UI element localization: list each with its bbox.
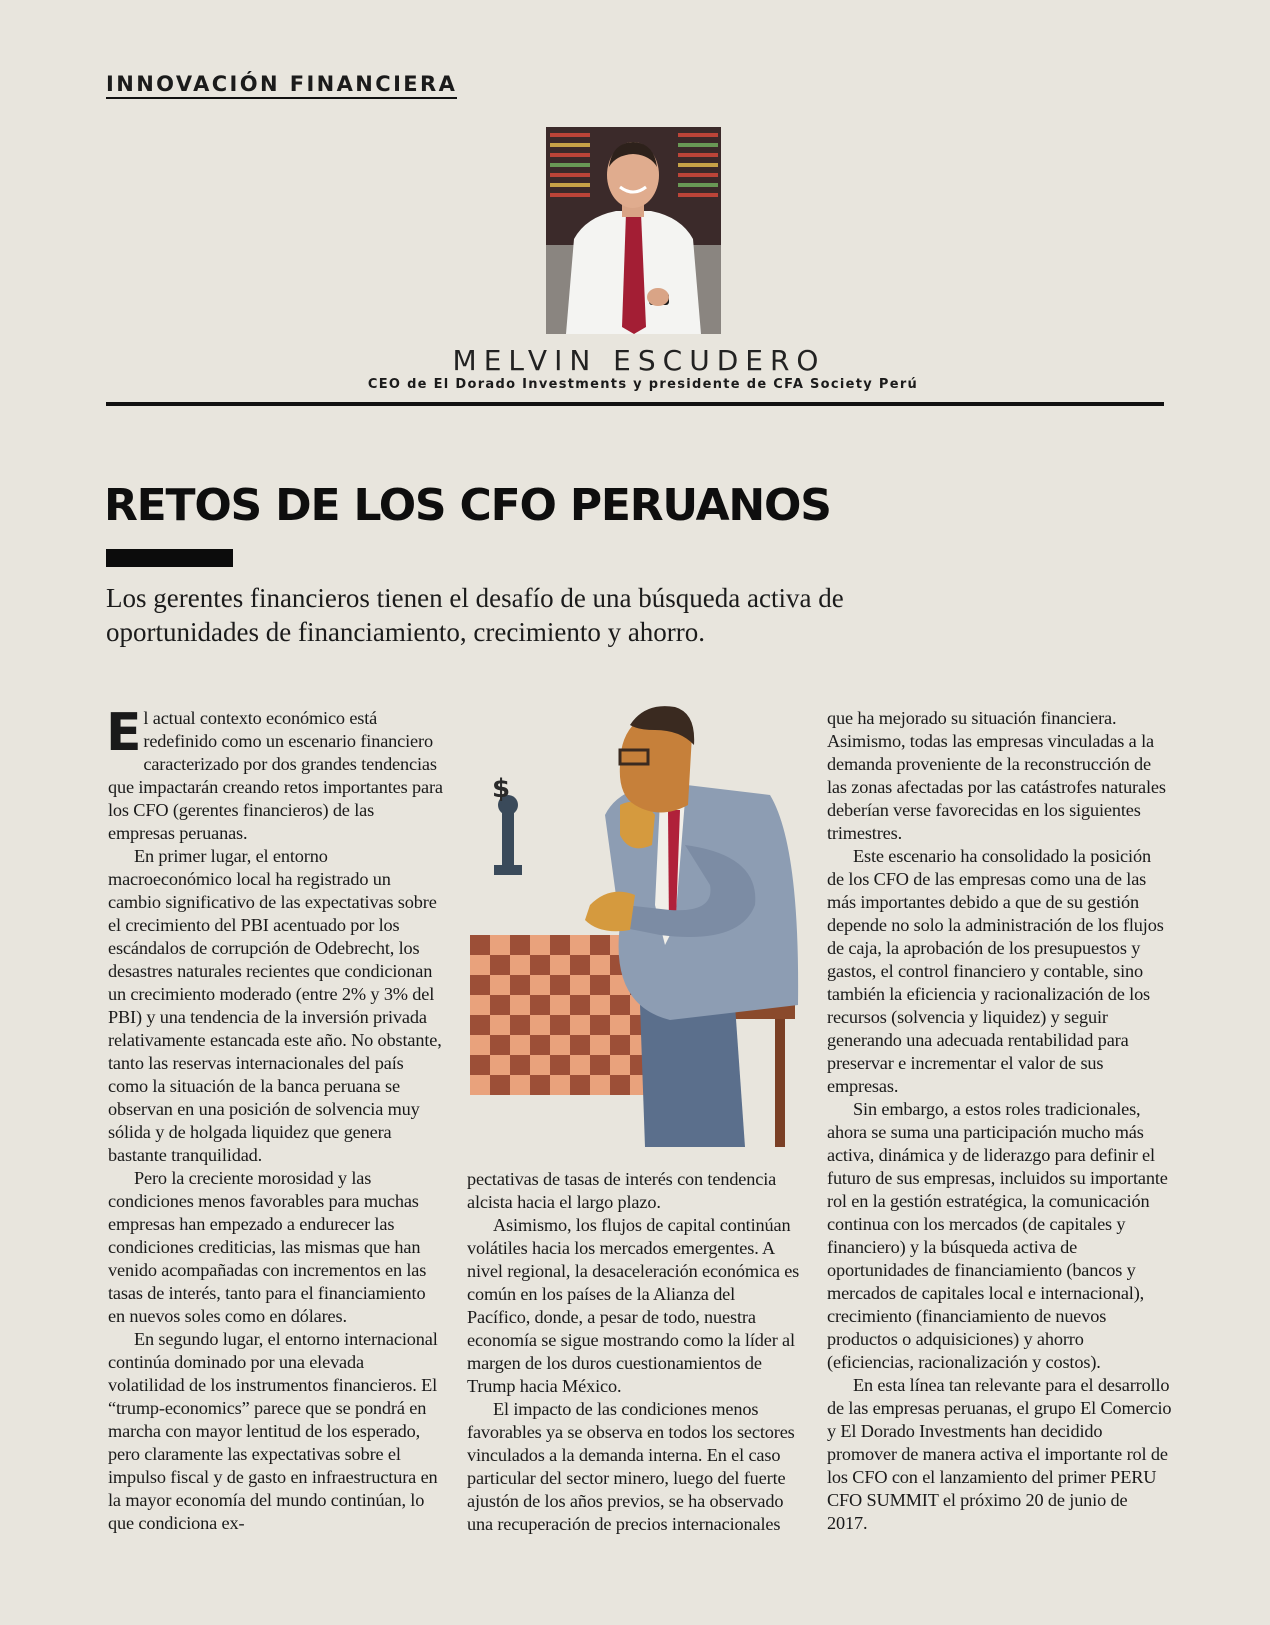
headline-accent-bar [106, 549, 233, 567]
paragraph: En segundo lugar, el entorno internacional continúa dominado por una elevada volatilidad de los instrumentos financieros. El “trump-economics” parece que se pondrá en marcha con mayor lentitud de los esperado, pero claramente las expectativas sobre el impulso fiscal y de gasto en infraestructura en la mayor economía del mundo continúan, lo que condiciona ex- [108, 1329, 438, 1533]
article-column-3 [827, 707, 1172, 1535]
paragraph: El actual contexto económico está redefinido como un escenario financiero caracterizado por dos grandes tendencias que impactarán creando retos importantes para los CFO (gerentes financieros) de las empresas peruanas. [106, 703, 443, 843]
paragraph: El impacto de las condiciones menos favorables ya se observa en todos los sectores vinculados a la demanda interna. En el caso particular del sector minero, luego del fuerte ajustón de los años previos, se ha observado una recuperación de precios internacionales [467, 1399, 795, 1534]
article-headline: RETOS DE LOS CFO PERUANOS [104, 480, 831, 531]
article-deck: Los gerentes financieros tienen el desafío de una búsqueda activa de oportunidades de financiamiento, crecimiento y ahorro. [106, 583, 844, 647]
drop-cap: E [106, 703, 142, 763]
paragraph: Pero la creciente morosidad y las condiciones menos favorables para muchas empresas han empezado a endurecer las condiciones crediticias, las mismas que han venido acompañadas con incrementos en las tasas de interés, tanto para el financiamiento en nuevos soles como en dólares. [108, 1168, 427, 1326]
paragraph: que ha mejorado su situación financiera. Asimismo, todas las empresas vinculadas a la demanda proveniente de la reconstrucción de las zonas afectadas por las catástrofes naturales deberían verse favorecidas en los siguientes trimestres. [827, 708, 1166, 843]
paragraph: En esta línea tan relevante para el desarrollo de las empresas peruanas, el grupo El Comercio y El Dorado Investments han decidido promover de manera activa el importante rol de los CFO con el lanzamiento del primer PERU CFO SUMMIT el próximo 20 de junio de 2017. [827, 1375, 1172, 1533]
author-role: CEO de El Dorado Investments y presidente de CFA Society Perú [367, 377, 919, 392]
section-label: INNOVACIÓN FINANCIERA [106, 72, 457, 99]
paragraph: Este escenario ha consolidado la posición de los CFO de las empresas como una de las más importantes debido a que de su gestión depende no solo la administración de los flujos de caja, la aprobación de los presupuestos y gastos, el control financiero y contable, sino también la eficiencia y racionalización de los recursos (solvencia y liquidez) y seguir generando una adecuada rentabilidad para preservar e incrementar el valor de sus empresas. [827, 846, 1164, 1096]
author-name: MELVIN ESCUDERO [452, 344, 826, 377]
paragraph: Sin embargo, a estos roles tradicionales, ahora se suma una participación mucho más activa, dinámica y de liderazgo para definir el futuro de sus empresas, incluidos su importante rol en la gestión estratégica, la comunicación continua con los mercados (de capitales y financiero) y la búsqueda activa de oportunidades de financiamiento (bancos y mercados de capitales local e internacional), crecimiento (financiamiento de nuevos productos o adquisiciones) y ahorro (eficiencias, racionalización y costos). [827, 1099, 1168, 1372]
paragraph: Asimismo, los flujos de capital continúan volátiles hacia los mercados emergentes. A nivel regional, la desaceleración económica es común en los países de la Alianza del Pacífico, donde, a pesar de todo, nuestra economía se sigue mostrando como la líder al margen de los duros cuestionamientos de Trump hacia México. [467, 1215, 800, 1396]
dollar-pawn-icon [492, 774, 522, 875]
article-column-2 [467, 1168, 802, 1536]
chess-businessman-illustration [470, 705, 805, 1147]
paragraph: En primer lugar, el entorno macroeconómico local ha registrado un cambio significativo de las expectativas sobre el crecimiento del PBI acentuado por los escándalos de corrupción de Odebrecht, los desastres naturales recientes que condicionan un crecimiento moderado (entre 2% y 3% del PBI) y una tendencia de la inversión privada relativamente estancada este año. No obstante, tanto las reservas internacionales del país como la situación de la banca peruana se observan en una posición de solvencia muy sólida y de holgada liquidez que genera bastante tranquilidad. [108, 846, 442, 1165]
article-column-1 [106, 703, 444, 1535]
paragraph: pectativas de tasas de interés con tendencia alcista hacia el largo plazo. [467, 1169, 777, 1212]
author-portrait [546, 127, 721, 334]
svg-text:$: $ [492, 774, 511, 804]
header-divider [106, 402, 1164, 406]
